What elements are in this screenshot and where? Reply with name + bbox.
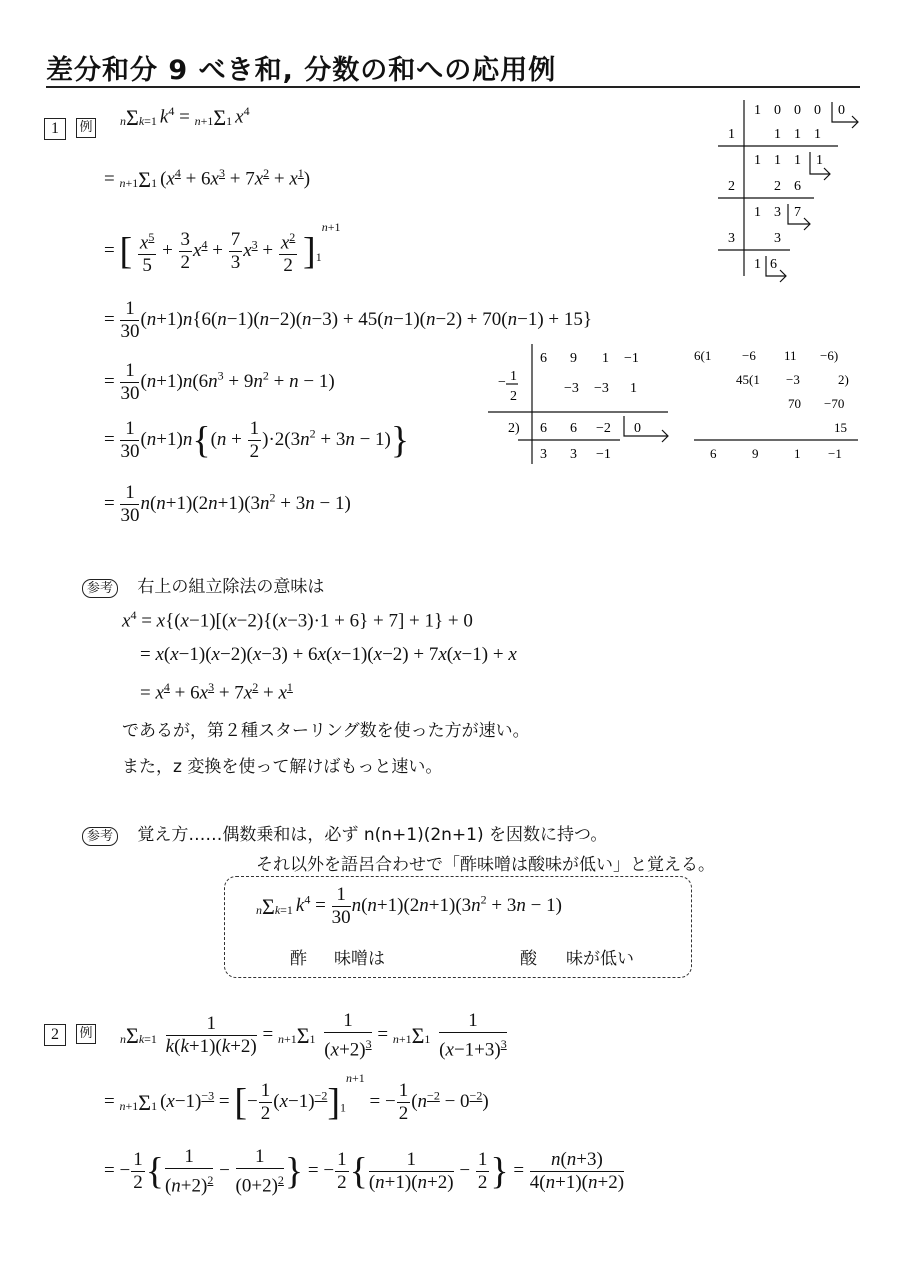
section-number-2: 2 [44,1024,66,1046]
div1-cell: 1 [794,127,801,142]
s1-line3: = [ $\frac{x^5}{5}$ + $\frac{3}{2}$ $x^4$ + $\frac{7}{3}$ $x^3$ + $\frac{x^2}{2}$ ]$_1^{n+1}$ [104,219,341,277]
div1-cell: 1 [754,257,761,272]
note2-row [82,820,607,845]
s1-line1: nΣk=1 $k^4 = n+1\Sigma 1$ $x^4$ [120,104,250,130]
div1-cell: 1 [754,205,761,220]
svg-text:−70: −70 [824,396,845,411]
s1-line2: = n+1Σ1 $(x^4 + 6x^3 + 7x^2 + x^1)$ [104,166,311,192]
div1-cell: 2 [774,179,781,194]
synthetic-division-2 [484,340,684,470]
svg-text:−1: −1 [828,446,842,461]
div1-cell: 3 [774,205,781,220]
note2-label: 参考 [82,827,118,846]
note2-text1: 覚え方……偶数乗和は，必ず n(n+1)(2n+1) を因数に持つ。 [137,825,608,845]
svg-text:−2: −2 [596,421,611,436]
section-number-1: 1 [44,118,66,140]
svg-text:−1: −1 [624,351,639,366]
note1-eq1: $x^4 = x\{(x-1)[(x-2)\{(x-3)\cdot 1 + 6\} + 7] + 1\} + 0$ [122,608,473,632]
note1-label: 参考 [82,579,118,598]
s2-line3: = − $\frac{1}{2}$ { $\frac{1}{(n+2)^2}$ − $\frac{1}{(0+2)^2}$ } = − $\frac{1}{2}$ { $\frac{1}{(n+1)(n+2)}$ − $\frac{1}{2}$ } = $\frac{n(n+3)}{4(n+1)(n+2)}$ [104,1146,625,1197]
div1-divisor: 2 [728,179,735,194]
svg-text:1: 1 [794,446,801,461]
svg-text:−3: −3 [594,381,609,396]
note2-text2: それ以外を語呂合わせで「酢味噌は酸味が低い」と覚える。 [256,855,715,875]
note1-row [82,572,324,597]
svg-text:6: 6 [540,421,547,436]
div1-cell: 1 [754,153,761,168]
svg-text:11: 11 [784,348,797,363]
div1-cell: 0 [838,103,845,118]
svg-text:−: − [498,375,506,390]
svg-text:−6): −6) [820,348,839,363]
note1-eq3: = $x^4 + 6x^3 + 7x^2 + x^1$ [140,680,293,704]
div1-cell: 1 [794,153,801,168]
rei-badge-2: 例 [76,1024,96,1044]
svg-text:3: 3 [570,447,577,462]
svg-text:6: 6 [540,351,547,366]
page-title: 差分和分 9 べき和, 分数の和への応用例 [46,55,557,86]
div1-cell: 6 [770,257,777,272]
svg-text:0: 0 [634,421,641,436]
div1-cell: 7 [794,205,801,220]
svg-text:45(1: 45(1 [736,372,760,387]
svg-text:1: 1 [510,369,517,384]
note1-text2: また，z 変換を使って解けばもっと速い。 [122,757,443,777]
div1-divisor: 1 [728,127,735,142]
svg-text:−3: −3 [564,381,579,396]
svg-text:9: 9 [570,351,577,366]
div1-cell: 1 [774,153,781,168]
div1-cell: 3 [774,231,781,246]
div1-cell: 6 [794,179,801,194]
div1-cell: 1 [774,127,781,142]
svg-text:6: 6 [710,446,717,461]
svg-text:−3: −3 [786,372,800,387]
synthetic-division-1 [714,96,864,286]
s1-line4: = $\frac{1}{30}$ (n+1)n{6(n−1)(n−2)(n−3) + 45(n−1)(n−2) + 70(n−1) + 15} [104,298,592,342]
title-underline [46,86,860,88]
goro-2: 味噌は [334,949,385,969]
div1-divisor: 3 [728,231,735,246]
div1-cell: 0 [774,103,781,118]
svg-text:70: 70 [788,396,801,411]
mnemonic-formula: nΣk=1 $k^4$ = $\frac{1}{30}$ $n(n+1)(2n+1)(3n^2 + 3n - 1)$ [256,884,562,928]
svg-text:15: 15 [834,420,847,435]
svg-text:1: 1 [602,351,609,366]
svg-text:3: 3 [540,447,547,462]
s2-line1: nΣk=1 $\frac{1}{k(k+1)(k+2)}$ = n+1Σ1 $\frac{1}{(x+2)^3}$ = n+1Σ1 $\frac{1}{(x-1+3)^3}$ [120,1010,507,1061]
svg-text:6(1: 6(1 [694,348,712,363]
svg-text:−1: −1 [596,447,611,462]
note1-eq2: = x(x−1)(x−2)(x−3) + 6x(x−1)(x−2) + 7x(x−1) + x [140,644,517,665]
s2-line2: = n+1Σ1 $(x-1)^{-3}$ = [− $\frac{1}{2}$ $(x-1)^{-2}]_1^{n+1}$ = − $\frac{1}{2}$ $(n^{-2} - 0^{-2})$ [104,1070,489,1124]
goro-3: 酸 [520,949,537,969]
svg-text:2): 2) [508,421,520,436]
div1-cell: 1 [816,153,823,168]
div1-cell: 1 [814,127,821,142]
goro-1: 酢 [290,949,307,969]
synthetic-division-3 [690,340,862,470]
s1-line5: = $\frac{1}{30}$ $(n+1)n(6n^3 + 9n^2 + n - 1)$ [104,360,335,404]
div1-cell: 0 [814,103,821,118]
note1-heading: 右上の組立除法の意味は [137,577,325,597]
svg-text:1: 1 [630,381,637,396]
svg-text:2): 2) [838,372,849,387]
note1-text1: であるが，第２種スターリング数を使った方が速い。 [122,721,530,741]
div1-cell: 0 [794,103,801,118]
s1-line7: = $\frac{1}{30}$ $n(n+1)(2n+1)(3n^2 + 3n - 1)$ [104,482,351,526]
rei-badge-1: 例 [76,118,96,138]
goro-4: 味が低い [566,949,634,969]
svg-text:−6: −6 [742,348,756,363]
div1-cell: 1 [754,103,761,118]
svg-text:6: 6 [570,421,577,436]
s1-line6: = $\frac{1}{30}$ (n+1)n{(n + $\frac{1}{2}$ )$\cdot 2(3n^2 + 3n - 1)$} [104,418,410,462]
svg-text:9: 9 [752,446,759,461]
svg-text:2: 2 [510,389,517,404]
